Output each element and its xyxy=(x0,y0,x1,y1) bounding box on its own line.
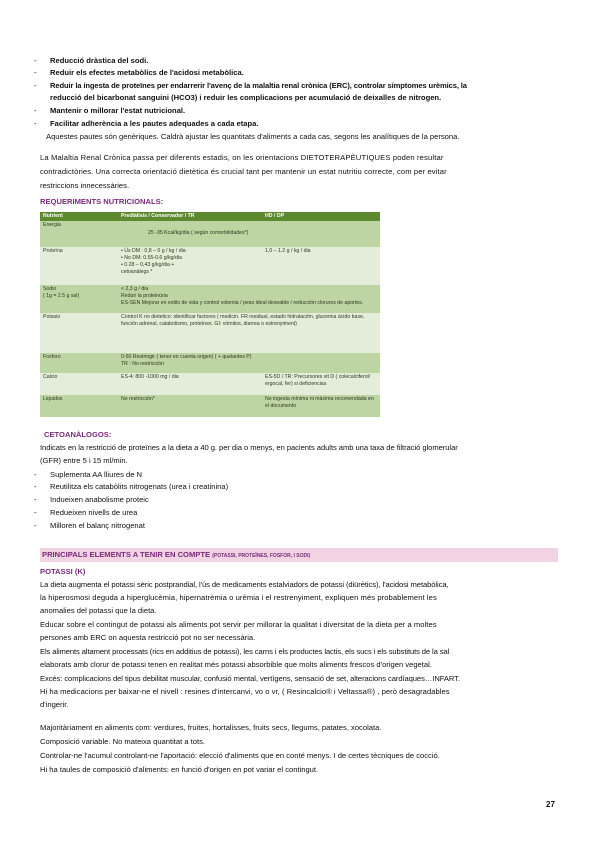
bullet-dash: - xyxy=(34,470,37,479)
intro-line: contradictòries. Una correcta orientació dietètica és crucial tant per mantenir un estat nutritiu correcte, com per evitar xyxy=(40,167,447,176)
table-cell: Proteïna xyxy=(40,247,118,285)
bullet-item: Reduir la ingesta de proteïnes per endarrerir l'avenç de la malaltia renal crònica (ERC), controlar símptomes urèmics, la xyxy=(50,81,467,90)
final-line: Composició variable. No mateixa quantitat a tots. xyxy=(40,737,206,746)
bullet-dash: - xyxy=(34,119,37,128)
bullet-item: Reducció dràstica del sodi. xyxy=(50,56,149,65)
table-cell: • Ús DM : 0,8 – 0 g / kg / dia • No DM: 0.55-0.6 g/kg/dia • 0.28 – 0,43 g/kg/dia + cetoanàlegs * xyxy=(118,247,262,285)
ceto-bullet: Reutilitza els catabòlits nitrogenats (urea i creatinina) xyxy=(50,482,229,491)
potassium-line: Els aliments altament processats (rics en additius de potassi), les carns i els productes lactis, els sucs i els substituts de la sal xyxy=(40,647,450,656)
bullet-dash: - xyxy=(34,106,37,115)
potassium-line: d'ingerir. xyxy=(40,700,69,709)
table-header: Prediàlisis / Conservador / TR xyxy=(118,212,262,221)
ceto-bullet: Indueixen anabolisme proteic xyxy=(50,495,149,504)
table-header: HD / DP xyxy=(262,212,380,221)
bullet-dash: - xyxy=(34,81,37,90)
bullet-item: Mantenir o millorar l'estat nutricional. xyxy=(50,106,186,115)
table-header: Nutrient xyxy=(40,212,118,221)
ceto-bullet: Redueixen nivells de urea xyxy=(50,508,138,517)
table-row xyxy=(40,247,380,285)
cetoanalogs-line: (GFR) entre 5 i 15 ml/min. xyxy=(40,456,128,465)
potassium-line: Educar sobre el contingut de potassi als aliments pot servir per millorar la qualitat i diversitat de la dieta per a moltes xyxy=(40,620,437,629)
potassium-line: Excés: complicacions del tipus debilitat muscular, confusió mental, vertígens, sensació de set, alteracions cardíaques…INFART. xyxy=(40,674,460,683)
bullet-item: Facilitar adherència a les pautes adequades a cada etapa. xyxy=(50,119,259,128)
table-cell: Liquidos xyxy=(40,395,118,417)
table-row xyxy=(40,353,380,373)
intro-line: La Malaltia Renal Crònica passa per diferents estadis, on les orientacions DIETOTERAPÈUTIQUES poden resultar xyxy=(40,153,444,162)
table-cell: Sodio ( 1g = 2.5 g sal) xyxy=(40,285,118,313)
potassium-line: Hi ha medicacions per baixar-ne el nivell : resines d'intercanvi, vo o vr, ( Resincalcio® i Veltassa®) , però desagradables xyxy=(40,687,450,696)
table-cell: 0-50 Restringir ( tener en cuenta origen) ( + quelantes P) TR : No restricción xyxy=(118,353,380,373)
table-cell: ES-4: 800 -1000 mg / dia xyxy=(118,373,262,395)
banner-subtitle: (POTASSI, PROTEÏNES, FOSFOR, I SODI) xyxy=(212,553,311,559)
potassium-line: La dieta augmenta el potassi sèric postprandial, l'ús de medicaments estalviadors de potassi (diürètics), l'acidosi metabòlica, xyxy=(40,580,449,589)
bullet-dash: - xyxy=(34,482,37,491)
table-cell: Calcio xyxy=(40,373,118,395)
bullet-item-continuation: reducció del bicarbonat sanguini (HCO3) i reduir les complicacions per acumulació de deixalles de nitrogen. xyxy=(50,93,442,102)
table-row xyxy=(40,373,380,395)
requirements-title: REQUERIMENTS NUTRICIONALS: xyxy=(40,197,164,206)
ceto-bullet: Suplementa AA lliures de N xyxy=(50,470,143,479)
banner-main: PRINCIPALS ELEMENTS A TENIR EN COMPTE xyxy=(42,550,211,559)
banner-title xyxy=(42,550,310,561)
ceto-bullet: Milloren el balanç nitrogenat xyxy=(50,521,145,530)
bullet-dash: - xyxy=(34,521,37,530)
table-row xyxy=(40,285,380,313)
cetoanalogs-title: CETOANÀLOGOS: xyxy=(44,430,112,439)
table-cell: ES-5D / TR: Precursores vit D ( colecalciferol/ ergocal, fer) si deficiencias xyxy=(262,373,380,395)
table-cell: 1,0 – 1.2 g / kg / dia xyxy=(262,247,380,285)
requirements-table xyxy=(40,212,380,417)
table-cell: 25 -35 Kcal/kg/dia ( segün comorbilidades*) xyxy=(118,221,380,247)
page-number: 27 xyxy=(546,800,555,809)
intro-line: restriccions innecessàries. xyxy=(40,181,130,190)
table-cell: Fosforo xyxy=(40,353,118,373)
table-cell: No ingesta mínima ni màxima recomendada en el documento xyxy=(262,395,380,417)
potassium-line: anomalies del potassi que la dieta. xyxy=(40,606,157,615)
table-header-row xyxy=(40,212,380,221)
potassium-line: la hiperosmosi deguda a hiperglucèmia, hipernatrèmia o urèmia i el restrenyiment, expliquen més probablement les xyxy=(40,593,437,602)
table-row xyxy=(40,395,380,417)
table-cell: Energia xyxy=(40,221,118,247)
potassium-line: persones amb ERC on aquesta restricció pot no ser necessària. xyxy=(40,633,256,642)
bullet-dash: - xyxy=(34,68,37,77)
bullet-dash: - xyxy=(34,56,37,65)
potassium-title: POTASSI (K) xyxy=(40,567,86,576)
note-generic: Aquestes pautes són genèriques. Caldrà ajustar les quantitats d'aliments a cada cas, segons les analítiques de la persona. xyxy=(46,132,460,141)
bullet-dash: - xyxy=(34,508,37,517)
bullet-dash: - xyxy=(34,495,37,504)
final-line: Majoritàriament en aliments com: verdures, fruites, hortalisses, fruits secs, llegums, patates, xocolata. xyxy=(40,723,382,732)
table-cell: Potasio xyxy=(40,313,118,353)
table-cell: Control K no dietetico: identificar factores ( medicin. FR residual, estado hidratación, glucemia ácido base, función adrenal, catabolismo, proteïnes. GI: vómitos, diarrea o estrenyiment) xyxy=(118,313,380,353)
final-line: Controlar-ne l'acumul controlant-ne l'aportació: elecció d'aliments que en conté menys. I de certes tècniques de cocció. xyxy=(40,751,440,760)
table-row xyxy=(40,313,380,353)
cetoanalogs-line: Indicats en la restricció de proteïnes a la dieta a 40 g. per dia o menys, en pacients adults amb una taxa de filtració glomerular xyxy=(40,443,458,452)
potassium-line: elaborats amb clorur de potassi tenen en realitat més potassi absorbible que molts aliments frescos d'origen vegetal. xyxy=(40,660,432,669)
final-line: Hi ha taules de composició d'aliments: en funció d'origen en pot variar el contingut. xyxy=(40,765,319,774)
bullet-item: Reduir els efectes metabòlics de l'acidosi metabòlica. xyxy=(50,68,244,77)
table-row xyxy=(40,221,380,247)
table-cell: No restricción* xyxy=(118,395,262,417)
table-cell: < 2,3 g / dia Reduir la proteinúria ES-SEN Mejorar en estilo de vida y control volemia / peso ideal deseable / reducción cloruros de aportes. xyxy=(118,285,380,313)
